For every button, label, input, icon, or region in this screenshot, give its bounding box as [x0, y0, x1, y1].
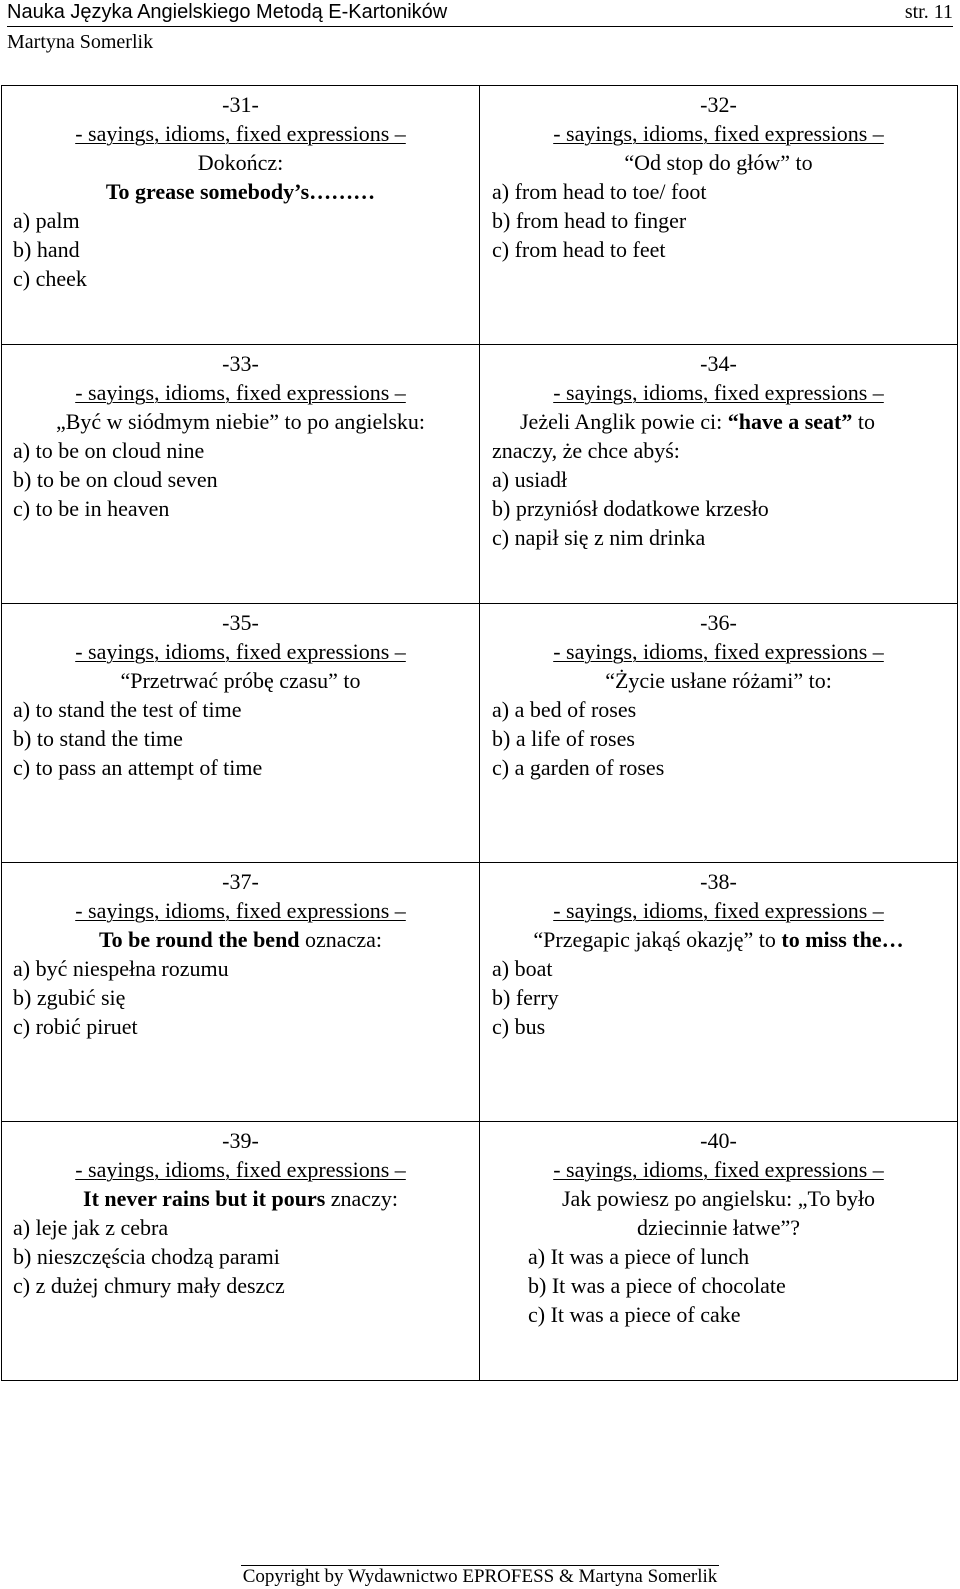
card-number: -38- — [700, 869, 737, 894]
card-category: - sayings, idioms, fixed expressions – — [553, 380, 884, 405]
card-number: -33- — [222, 351, 259, 376]
card-number: -39- — [222, 1128, 259, 1153]
copyright-text: Copyright by Wydawnictwo EPROFESS & Martyna Somerlik — [242, 1566, 718, 1587]
answer-a: a) usiadł — [492, 467, 568, 492]
card-40 — [480, 1122, 958, 1381]
answer-c: c) robić piruet — [13, 1014, 138, 1039]
card-category: - sayings, idioms, fixed expressions – — [75, 1157, 406, 1182]
card-36 — [480, 604, 958, 863]
card-37 — [2, 863, 480, 1122]
answer-b: b) It was a piece of chocolate — [528, 1273, 786, 1298]
card-38 — [480, 863, 958, 1122]
question-phrase: It never rains but it pours — [83, 1186, 326, 1211]
card-32 — [480, 86, 958, 345]
card-number: -31- — [222, 92, 259, 117]
question-text: znaczy: — [325, 1186, 398, 1211]
document-title: Nauka Języka Angielskiego Metodą E-Kartoników — [7, 1, 448, 23]
card-category: - sayings, idioms, fixed expressions – — [553, 1157, 884, 1182]
answer-c: c) to be in heaven — [13, 496, 170, 521]
answer-a: a) to stand the test of time — [13, 697, 242, 722]
card-category: - sayings, idioms, fixed expressions – — [553, 121, 884, 146]
question-text-end: to — [852, 409, 876, 434]
card-number: -32- — [700, 92, 737, 117]
question-text: oznacza: — [299, 927, 382, 952]
card-question: „Być w siódmym niebie” to po angielsku: — [55, 409, 426, 434]
answer-b: b) from head to finger — [492, 208, 687, 233]
page-number: str. 11 — [904, 1, 953, 23]
answer-a: a) palm — [13, 208, 80, 233]
card-35 — [2, 604, 480, 863]
card-category: - sayings, idioms, fixed expressions – — [75, 380, 406, 405]
answer-b: b) przyniósł dodatkowe krzesło — [492, 496, 769, 521]
card-number: -36- — [700, 610, 737, 635]
card-33 — [2, 345, 480, 604]
answer-c: c) to pass an attempt of time — [13, 755, 263, 780]
card-question: Jak powiesz po angielsku: „To było — [561, 1186, 876, 1211]
card-39 — [2, 1122, 480, 1381]
card-category: - sayings, idioms, fixed expressions – — [553, 898, 884, 923]
card-number: -35- — [222, 610, 259, 635]
answer-a: a) leje jak z cebra — [13, 1215, 169, 1240]
card-question: “Przetrwać próbę czasu” to — [120, 668, 361, 693]
footer — [0, 1565, 960, 1589]
answer-a: a) from head to toe/ foot — [492, 179, 707, 204]
card-number: -37- — [222, 869, 259, 894]
card-instruction: Dokończ: — [197, 150, 284, 175]
card-question — [2, 1184, 479, 1213]
card-question — [480, 407, 957, 436]
answer-c: c) a garden of roses — [492, 755, 665, 780]
answer-b: b) hand — [13, 237, 80, 262]
card-question: “Życie usłane różami” to: — [605, 668, 832, 693]
question-phrase: To be round the bend — [99, 927, 300, 952]
answer-a: a) boat — [492, 956, 553, 981]
answer-c: c) napił się z nim drinka — [492, 525, 706, 550]
answer-a: a) to be on cloud nine — [13, 438, 205, 463]
header-rule — [7, 26, 953, 27]
question-phrase: to miss the… — [781, 927, 904, 952]
answer-c: c) cheek — [13, 266, 87, 291]
card-question-line2: dziecinnie łatwe”? — [636, 1215, 801, 1240]
card-question: To grease somebody’s……… — [105, 179, 376, 204]
answer-a: a) It was a piece of lunch — [528, 1244, 750, 1269]
card-category: - sayings, idioms, fixed expressions – — [75, 898, 406, 923]
answer-a: a) być niespełna rozumu — [13, 956, 229, 981]
answer-c: c) It was a piece of cake — [528, 1302, 741, 1327]
author-name: Martyna Somerlik — [7, 31, 154, 53]
card-question — [480, 925, 957, 954]
answer-b: b) to be on cloud seven — [13, 467, 218, 492]
answer-b: b) to stand the time — [13, 726, 183, 751]
answer-b: b) nieszczęścia chodzą parami — [13, 1244, 280, 1269]
question-phrase: “have a seat” — [727, 409, 853, 434]
card-category: - sayings, idioms, fixed expressions – — [75, 121, 406, 146]
card-question: “Od stop do głów” to — [624, 150, 813, 175]
answer-b: b) zgubić się — [13, 985, 126, 1010]
answer-a: a) a bed of roses — [492, 697, 637, 722]
card-34 — [480, 345, 958, 604]
answer-c: c) bus — [492, 1014, 546, 1039]
answer-b: b) a life of roses — [492, 726, 635, 751]
header-bar — [7, 0, 953, 24]
question-text: Jeżeli Anglik powie ci: — [520, 409, 728, 434]
card-31 — [2, 86, 480, 345]
card-category: - sayings, idioms, fixed expressions – — [553, 639, 884, 664]
question-text: “Przegapic jakąś okazję” to — [533, 927, 782, 952]
answer-c: c) from head to feet — [492, 237, 666, 262]
card-question-line2: znaczy, że chce abyś: — [492, 438, 680, 463]
flashcard-grid — [1, 85, 958, 1381]
card-number: -40- — [700, 1128, 737, 1153]
card-number: -34- — [700, 351, 737, 376]
answer-c: c) z dużej chmury mały deszcz — [13, 1273, 285, 1298]
card-question — [2, 925, 479, 954]
answer-b: b) ferry — [492, 985, 559, 1010]
card-category: - sayings, idioms, fixed expressions – — [75, 639, 406, 664]
